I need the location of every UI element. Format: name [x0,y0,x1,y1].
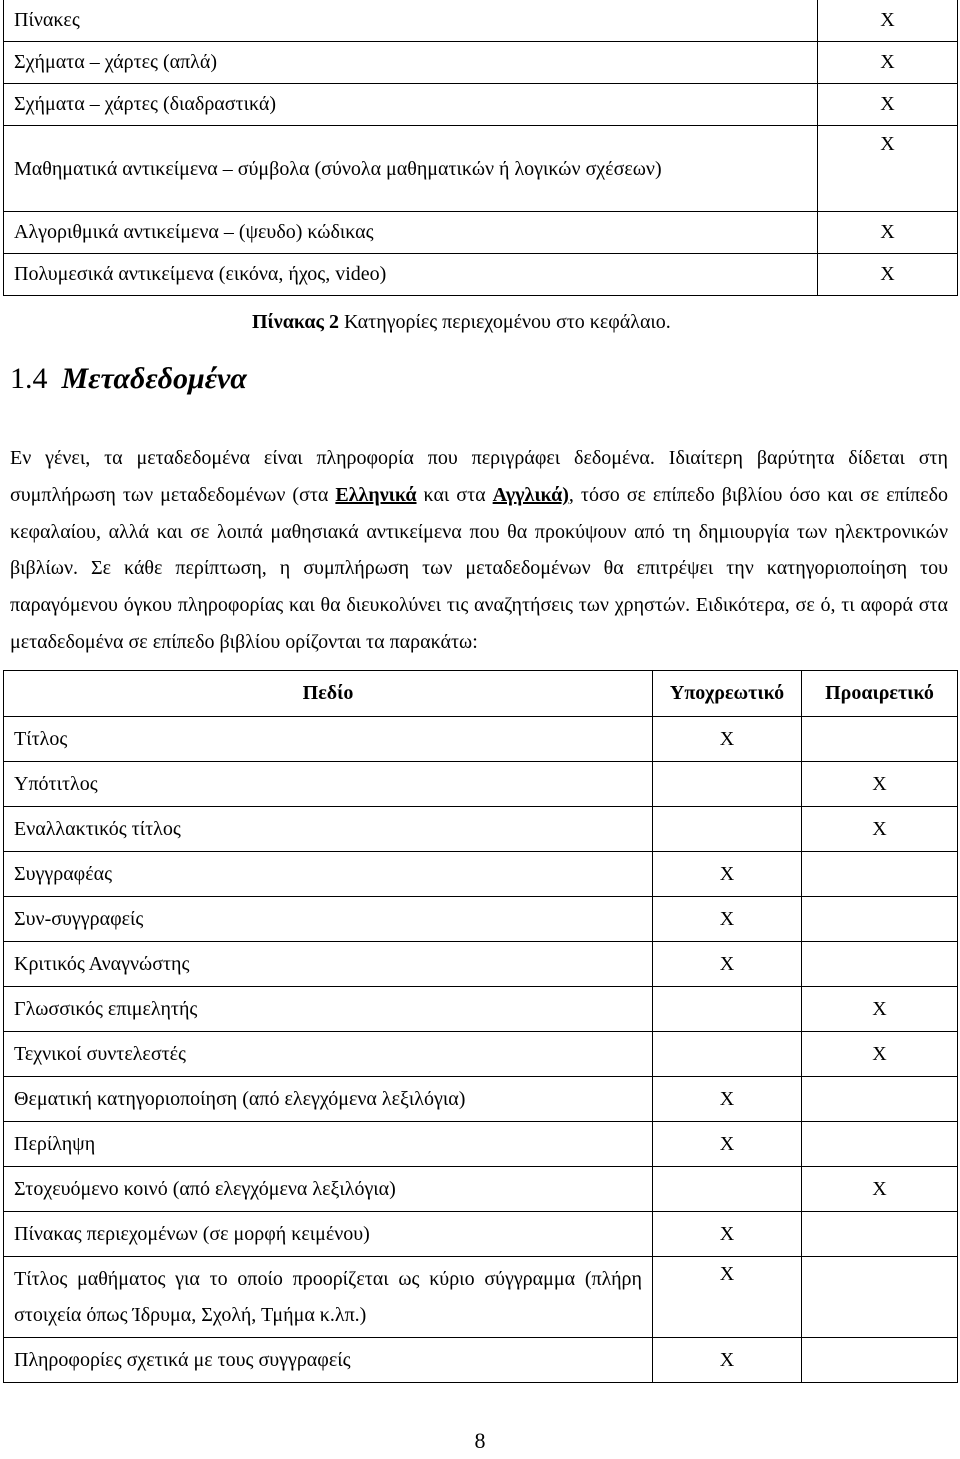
field-name: Τίτλος μαθήματος για το οποίο προορίζεται ως κύριο σύγγραμμα (πλήρη στοιχεία όπως Ίδρυμα, Σχολή, Τμήμα κ.λπ.) [4,1257,653,1338]
table-caption [252,311,671,334]
optional-mark: X [802,807,958,852]
required-mark [653,807,802,852]
optional-mark: X [802,762,958,807]
table-header-row [4,671,958,717]
category-label: Σχήματα – χάρτες (απλά) [4,42,818,84]
category-label: Αλγοριθμικά αντικείμενα – (ψευδο) κώδικας [4,212,818,254]
field-name: Συν-συγγραφείς [4,897,653,942]
table-row [4,1122,958,1167]
required-mark [653,1167,802,1212]
required-mark [653,1032,802,1077]
field-name: Συγγραφέας [4,852,653,897]
table-row [4,942,958,987]
table-row [4,254,958,296]
paragraph-text: και στα [416,483,493,506]
caption-text: Κατηγορίες περιεχομένου στο κεφάλαιο. [343,311,671,333]
category-mark: X [818,254,958,296]
category-label: Μαθηματικά αντικείμενα – σύμβολα (σύνολα μαθηματικών ή λογικών σχέσεων) [4,126,818,212]
optional-mark [802,717,958,762]
table-row [4,1167,958,1212]
table-row [4,1257,958,1338]
header-field: Πεδίο [4,671,653,717]
required-mark: X [653,1077,802,1122]
field-name: Κριτικός Αναγνώστης [4,942,653,987]
category-label: Σχήματα – χάρτες (διαδραστικά) [4,84,818,126]
optional-mark [802,852,958,897]
optional-mark [802,942,958,987]
table-row [4,1212,958,1257]
section-heading [10,362,247,396]
category-mark: X [818,84,958,126]
header-optional: Προαιρετικό [802,671,958,717]
paragraph-text: Εν γένει, τα μεταδεδομένα είναι πληροφορία που περιγράφει δεδομένα. Ιδιαίτερη βαρύτητα δίδεται στη συμπλήρωση των μεταδεδομένων (στα [10,447,948,506]
field-name: Θεματική κατηγοριοποίηση (από ελεγχόμενα λεξιλόγια) [4,1077,653,1122]
paragraph-text: , τόσο σε επίπεδο βιβλίου όσο και σε επίπεδο κεφαλαίου, αλλά και σε λοιπά μαθησιακά αντικείμενα που θα προκύψουν από τη δημιουργία των ηλεκτρονικών βιβλίων. Σε κάθε περίπτωση, η συμπλήρωση των μεταδεδομένων θα επιτρέψει την κατηγοριοποίηση του παραγόμενου όγκου πληροφορίας και θα διευκολύνει τις αναζητήσεις των χρηστών. Ειδικότερα, σε ό, τι αφορά στα μεταδεδομένα σε επίπεδο βιβλίου ορίζονται τα παρακάτω: [10,483,949,653]
required-mark: X [653,1122,802,1167]
field-name: Υπότιτλος [4,762,653,807]
page-number: 8 [474,1428,486,1453]
required-mark [653,762,802,807]
category-mark: X [818,0,958,42]
optional-mark [802,1338,958,1383]
table-row [4,762,958,807]
content-categories-table [3,0,958,296]
table-row [4,717,958,762]
required-mark: X [653,942,802,987]
optional-mark: X [802,987,958,1032]
field-name: Πληροφορίες σχετικά με τους συγγραφείς [4,1338,653,1383]
caption-label: Πίνακας 2 [252,311,339,333]
table-row [4,1077,958,1122]
category-label: Πολυμεσικά αντικείμενα (εικόνα, ήχος, video) [4,254,818,296]
header-required: Υποχρεωτικό [653,671,802,717]
greek-link[interactable]: Ελληνικά [335,483,417,506]
category-label: Πίνακες [4,0,818,42]
table-row [4,212,958,254]
section-title: Μεταδεδομένα [61,362,247,395]
metadata-table [3,670,958,1383]
section-number: 1.4 [10,362,48,395]
field-name: Εναλλακτικός τίτλος [4,807,653,852]
required-mark: X [653,1257,802,1338]
optional-mark [802,1077,958,1122]
required-mark: X [653,717,802,762]
optional-mark [802,897,958,942]
table-row [4,1338,958,1383]
required-mark [653,987,802,1032]
english-link[interactable]: Αγγλικά) [492,483,569,506]
table-row [4,987,958,1032]
table-row [4,84,958,126]
table-row [4,126,958,212]
field-name: Πίνακας περιεχομένων (σε μορφή κειμένου) [4,1212,653,1257]
field-name: Περίληψη [4,1122,653,1167]
table-row [4,42,958,84]
table-row [4,807,958,852]
category-mark: X [818,126,958,212]
required-mark: X [653,852,802,897]
optional-mark: X [802,1167,958,1212]
required-mark: X [653,1338,802,1383]
table-row [4,852,958,897]
category-mark: X [818,42,958,84]
field-name: Τίτλος [4,717,653,762]
field-name: Γλωσσικός επιμελητής [4,987,653,1032]
required-mark: X [653,1212,802,1257]
field-name: Τεχνικοί συντελεστές [4,1032,653,1077]
table-row [4,1032,958,1077]
optional-mark [802,1122,958,1167]
optional-mark [802,1212,958,1257]
required-mark: X [653,897,802,942]
table-row [4,897,958,942]
optional-mark [802,1257,958,1338]
table-row [4,0,958,42]
category-mark: X [818,212,958,254]
body-paragraph [10,440,948,661]
optional-mark: X [802,1032,958,1077]
field-name: Στοχευόμενο κοινό (από ελεγχόμενα λεξιλόγια) [4,1167,653,1212]
